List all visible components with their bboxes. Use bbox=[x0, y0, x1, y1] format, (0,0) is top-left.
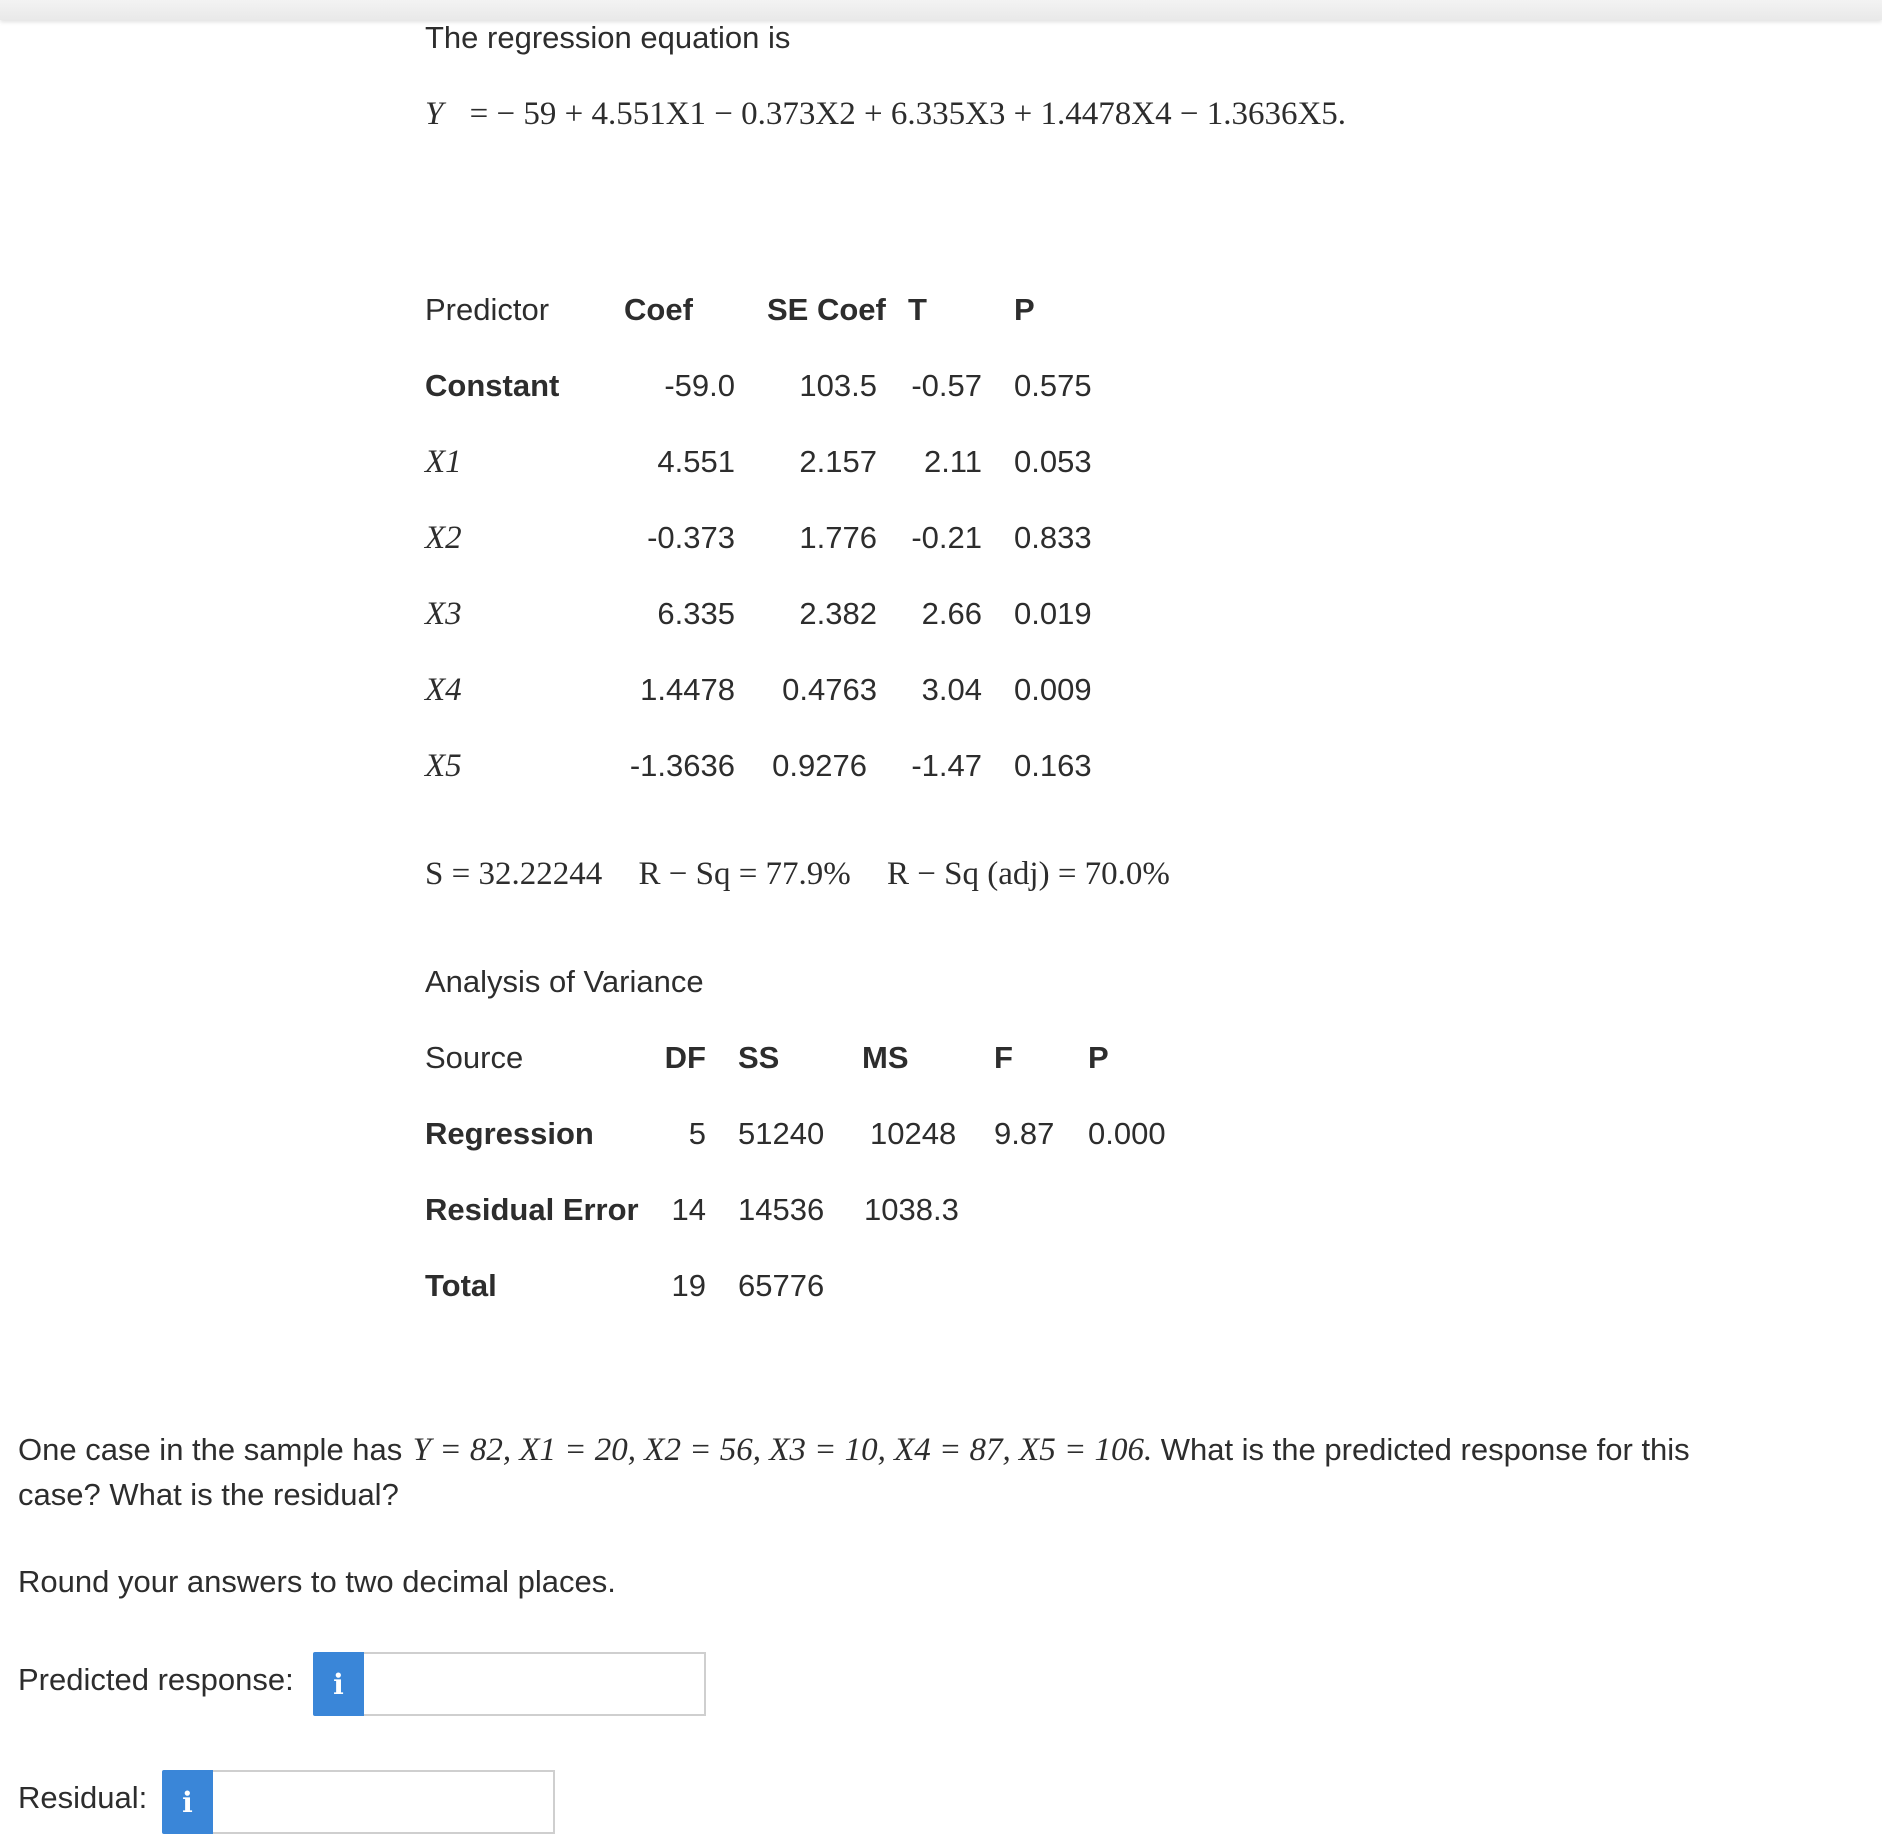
coef-row-t: 2.66 bbox=[921, 596, 982, 631]
coef-row-se-coef: 0.4763 bbox=[782, 672, 877, 707]
question-text-line2: case? What is the residual? bbox=[18, 1477, 399, 1512]
coef-row-se-coef: 0.9276 bbox=[772, 748, 867, 783]
coef-row-coef: -1.3636 bbox=[629, 748, 735, 783]
coef-header-p: P bbox=[1014, 292, 1035, 327]
anova-row-ss: 14536 bbox=[738, 1192, 825, 1227]
coef-header-predictor: Predictor bbox=[425, 292, 550, 327]
regression-equation bbox=[425, 96, 1346, 133]
question-text bbox=[18, 1432, 1690, 1469]
coef-row-p: 0.053 bbox=[1014, 444, 1092, 479]
anova-header-ms: MS bbox=[862, 1040, 909, 1075]
coef-row-t: -0.57 bbox=[911, 368, 982, 403]
coef-row-t: 2.11 bbox=[923, 444, 982, 479]
residual-info-icon[interactable]: i bbox=[162, 1770, 213, 1834]
residual-label: Residual: bbox=[18, 1780, 148, 1815]
predicted-response-label: Predicted response: bbox=[18, 1662, 294, 1697]
coef-header-se-coef: SE Coef bbox=[767, 292, 886, 327]
question-prefix: One case in the sample has bbox=[18, 1432, 403, 1467]
coef-row-se-coef: 2.382 bbox=[799, 596, 877, 631]
coef-row-predictor: X2 bbox=[425, 520, 462, 556]
equation-lhs: Y bbox=[425, 96, 444, 132]
coef-row-t: -1.47 bbox=[911, 748, 982, 783]
coef-row-se-coef: 1.776 bbox=[799, 520, 877, 555]
coef-row-coef: 1.4478 bbox=[640, 672, 735, 707]
stat-r-sq: R − Sq = 77.9% bbox=[638, 856, 851, 892]
rounding-instruction: Round your answers to two decimal places. bbox=[18, 1564, 616, 1599]
coef-row-predictor: Constant bbox=[425, 368, 560, 403]
question-case-values: Y = 82, X1 = 20, X2 = 56, X3 = 10, X4 = 87, X5 = 106. bbox=[412, 1432, 1153, 1468]
anova-row-f: 9.87 bbox=[994, 1116, 1055, 1151]
anova-header-ss: SS bbox=[738, 1040, 780, 1075]
anova-row-ms: 10248 bbox=[870, 1116, 957, 1151]
stat-s: S = 32.22244 bbox=[425, 856, 603, 892]
stat-r-sq-adj: R − Sq (adj) = 70.0% bbox=[887, 856, 1170, 892]
anova-row-ss: 65776 bbox=[738, 1268, 825, 1303]
anova-row-source: Residual Error bbox=[425, 1192, 639, 1227]
coef-row-coef: 4.551 bbox=[657, 444, 735, 479]
anova-header-df: DF bbox=[664, 1040, 706, 1075]
anova-heading: Analysis of Variance bbox=[425, 964, 704, 999]
top-bar bbox=[0, 0, 1882, 20]
coef-header-t: T bbox=[908, 292, 927, 327]
coef-row-predictor: X1 bbox=[425, 444, 462, 480]
anova-row-ms: 1038.3 bbox=[864, 1192, 959, 1227]
model-summary-stats bbox=[425, 856, 1170, 893]
coef-row-coef: -0.373 bbox=[647, 520, 735, 555]
anova-header-p: P bbox=[1088, 1040, 1109, 1075]
coef-row-t: 3.04 bbox=[921, 672, 982, 707]
coef-row-t: -0.21 bbox=[911, 520, 982, 555]
coef-row-predictor: X5 bbox=[425, 748, 462, 784]
coef-row-p: 0.833 bbox=[1014, 520, 1092, 555]
anova-header-f: F bbox=[994, 1040, 1013, 1075]
coef-row-coef: -59.0 bbox=[664, 368, 735, 403]
regression-equation-heading: The regression equation is bbox=[425, 20, 791, 55]
predicted-response-input[interactable] bbox=[364, 1652, 706, 1716]
equation-rhs: = − 59 + 4.551X1 − 0.373X2 + 6.335X3 + 1.4478X4 − 1.3636X5. bbox=[469, 96, 1347, 132]
anova-row-p: 0.000 bbox=[1088, 1116, 1166, 1151]
coef-header-coef: Coef bbox=[624, 292, 693, 327]
anova-header-source: Source bbox=[425, 1040, 524, 1075]
coef-row-p: 0.575 bbox=[1014, 368, 1092, 403]
coef-row-p: 0.009 bbox=[1014, 672, 1092, 707]
anova-row-source: Total bbox=[425, 1268, 497, 1303]
anova-row-ss: 51240 bbox=[738, 1116, 825, 1151]
coef-row-se-coef: 103.5 bbox=[799, 368, 877, 403]
question-suffix: What is the predicted response for this bbox=[1160, 1432, 1690, 1467]
anova-row-source: Regression bbox=[425, 1116, 594, 1151]
coef-row-p: 0.019 bbox=[1014, 596, 1092, 631]
anova-row-df: 5 bbox=[688, 1116, 706, 1151]
anova-row-df: 14 bbox=[671, 1192, 706, 1227]
coef-row-p: 0.163 bbox=[1014, 748, 1092, 783]
coef-row-predictor: X4 bbox=[425, 672, 462, 708]
coef-row-se-coef: 2.157 bbox=[799, 444, 877, 479]
predicted-response-info-icon[interactable]: i bbox=[313, 1652, 364, 1716]
residual-input[interactable] bbox=[213, 1770, 555, 1834]
coef-row-coef: 6.335 bbox=[657, 596, 735, 631]
anova-row-df: 19 bbox=[671, 1268, 706, 1303]
coef-row-predictor: X3 bbox=[425, 596, 462, 632]
